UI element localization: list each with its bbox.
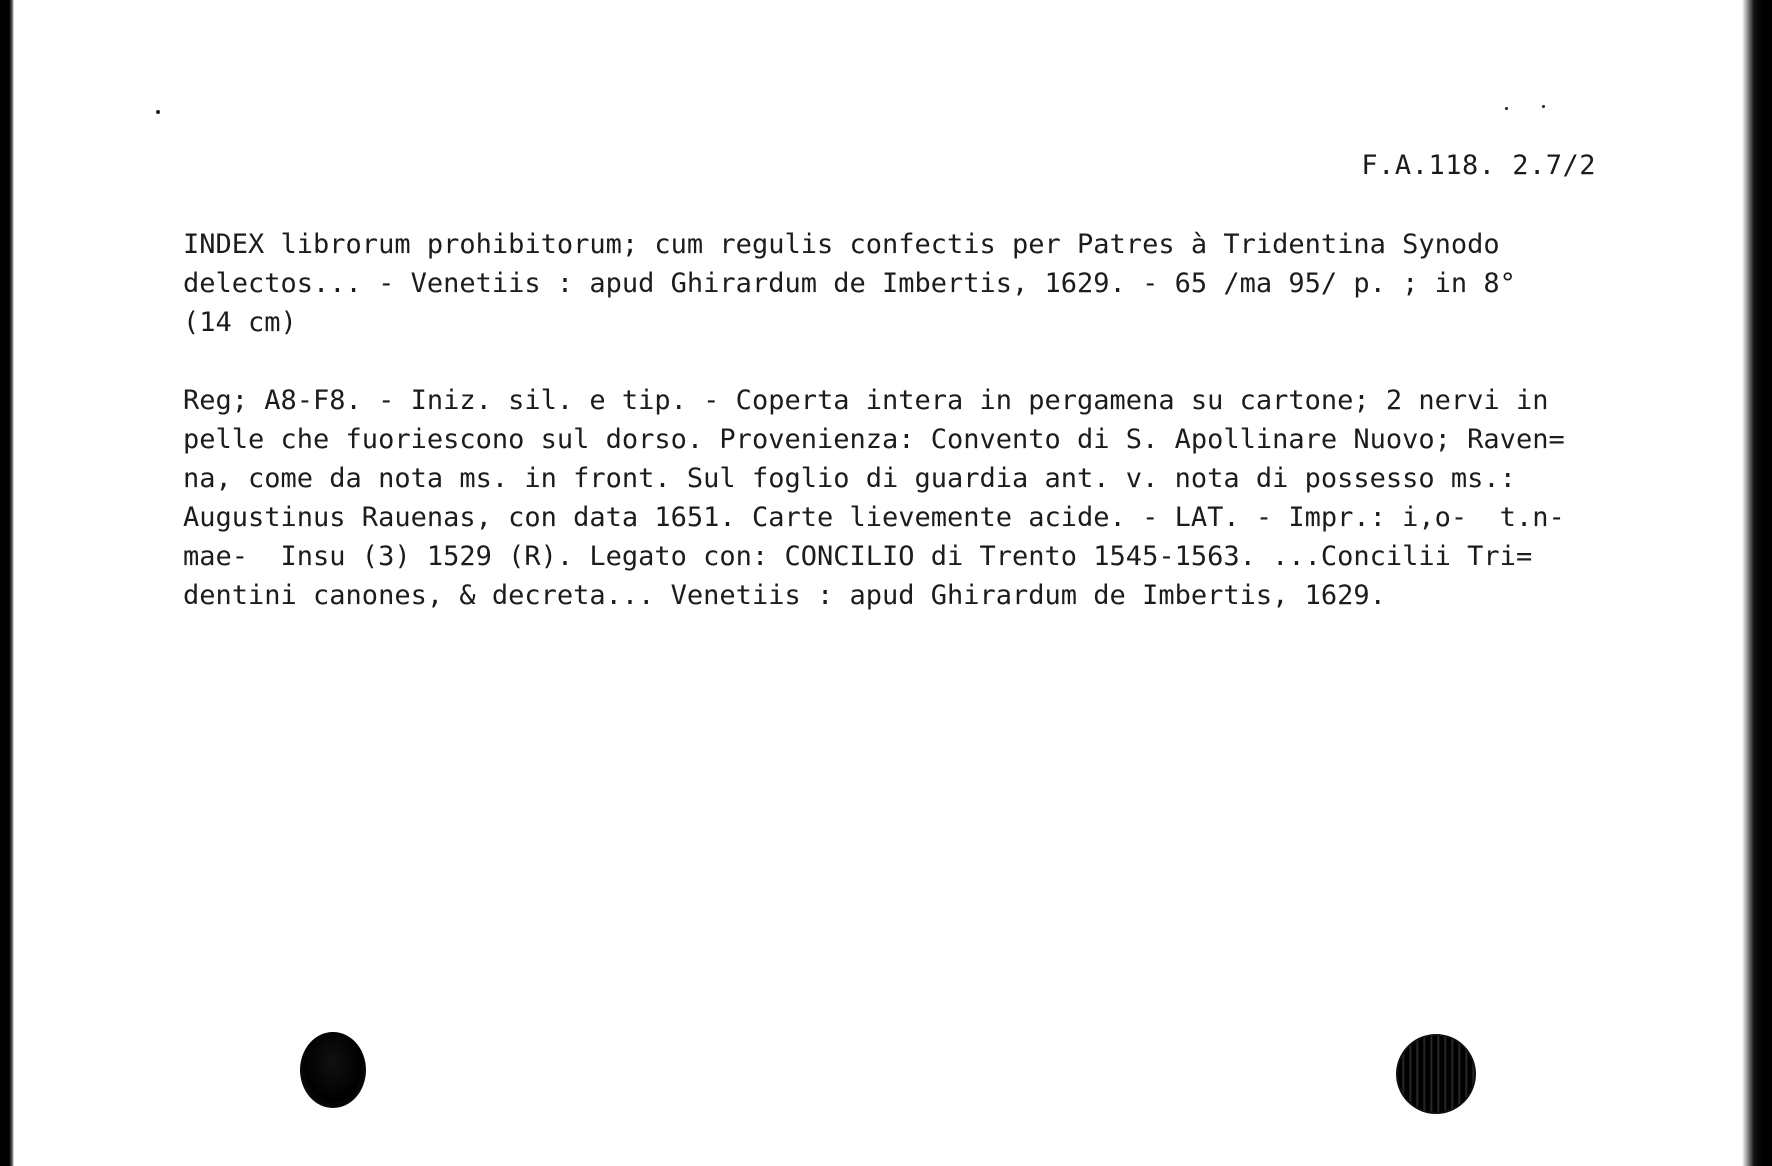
card-left-edge-shadow bbox=[0, 0, 14, 1166]
note-line: pelle che fuoriescono sul dorso. Provenienza: Convento di S. Apollinare Nuovo; Raven= bbox=[183, 424, 1565, 455]
note-line: dentini canones, & decreta... Venetiis : apud Ghirardum de Imbertis, 1629. bbox=[183, 580, 1386, 611]
notes-paragraph bbox=[183, 381, 1603, 615]
title-line: INDEX librorum prohibitorum; cum regulis confectis per Patres à Tridentina Synodo bbox=[183, 229, 1500, 260]
note-line: Augustinus Rauenas, con data 1651. Carte lievemente acide. - LAT. - Impr.: i,o- t.n- bbox=[183, 502, 1565, 533]
title-line: (14 cm) bbox=[183, 307, 297, 338]
note-line: mae- Insu (3) 1529 (R). Legato con: CONCILIO di Trento 1545-1563. ...Concilii Tri= bbox=[183, 541, 1533, 572]
title-line: delectos... - Venetiis : apud Ghirardum de Imbertis, 1629. - 65 /ma 95/ p. ; in 8° bbox=[183, 268, 1516, 299]
speck bbox=[156, 110, 160, 114]
note-line: Reg; A8-F8. - Iniz. sil. e tip. - Coperta intera in pergamena su cartone; 2 nervi in bbox=[183, 385, 1549, 416]
card-right-edge-shadow bbox=[1742, 0, 1772, 1166]
note-line: na, come da nota ms. in front. Sul foglio di guardia ant. v. nota di possesso ms.: bbox=[183, 463, 1516, 494]
title-statement bbox=[183, 225, 1603, 342]
speck bbox=[1505, 107, 1508, 110]
speck bbox=[1542, 105, 1545, 108]
punch-hole-right bbox=[1396, 1034, 1476, 1114]
shelfmark: F.A.118. 2.7/2 bbox=[1361, 150, 1596, 181]
punch-hole-left bbox=[300, 1032, 366, 1108]
